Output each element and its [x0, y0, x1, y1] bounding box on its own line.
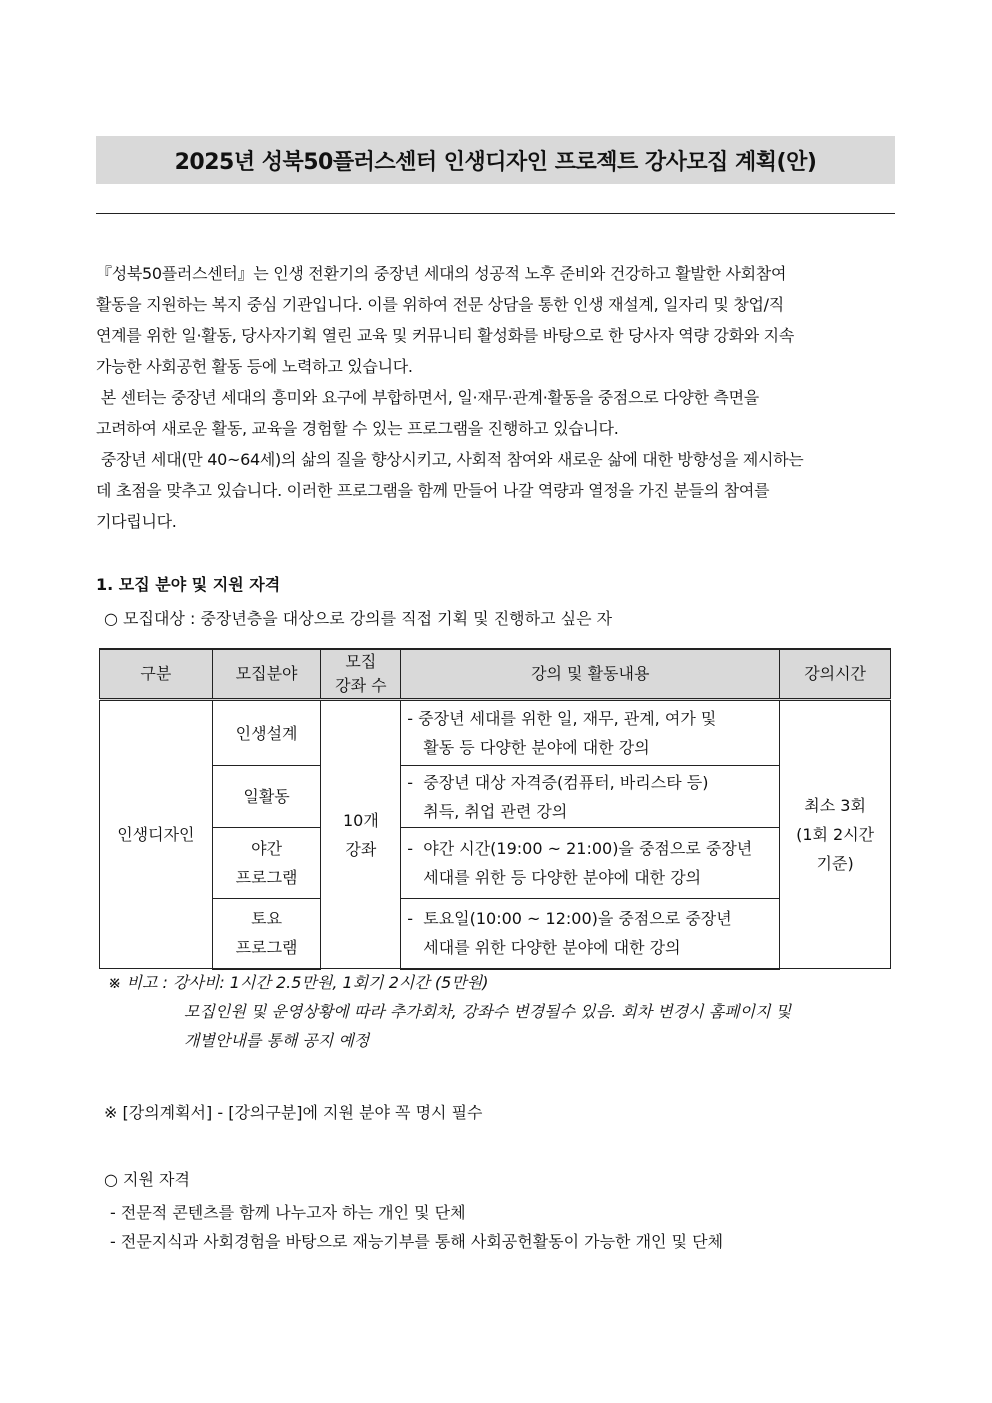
field-cell: 야간 프로그램: [212, 828, 321, 899]
category-cell: 인생디자인: [100, 700, 213, 969]
content-cell: - 토요일(10:00 ~ 12:00)을 중점으로 중장년 세대를 위한 다양한 분야에 대한 강의: [401, 899, 780, 969]
content-cell: - 중장년 대상 자격증(컴퓨터, 바리스타 등) 취득, 취업 관련 강의: [401, 766, 780, 828]
divider: [96, 213, 895, 214]
intro-paragraph: [96, 258, 896, 537]
header-count: 모집 강좌 수: [321, 649, 401, 700]
target-line: ○ 모집대상 : 중장년층을 대상으로 강의를 직접 기획 및 진행하고 싶은 자: [104, 609, 613, 628]
field-cell: 인생설계: [212, 700, 321, 766]
count-cell: 10개 강좌: [321, 700, 401, 969]
table-row: [100, 899, 891, 969]
list-item: - 전문지식과 사회경험을 바탕으로 재능기부를 통해 사회공헌활동이 가능한 개인 및 단체: [110, 1232, 724, 1251]
page-title: 2025년 성북50플러스센터 인생디자인 프로젝트 강사모집 계획(안): [174, 149, 817, 175]
table-row: [100, 766, 891, 828]
content-cell: - 중장년 세대를 위한 일, 재무, 관계, 여가 및 활동 등 다양한 분야에 대한 강의: [401, 700, 780, 766]
qualification-list: [110, 1198, 723, 1256]
note-block: [108, 968, 791, 1055]
header-category: 구분: [100, 649, 213, 700]
table-row: [100, 700, 891, 766]
header-content: 강의 및 활동내용: [401, 649, 780, 700]
table-header-row: [100, 649, 891, 700]
note-line: 모집인원 및 운영상황에 따라 추가회차, 강좌수 변경될수 있음. 회차 변경시 홈페이지 및: [184, 1002, 792, 1021]
header-time: 강의시간: [780, 649, 891, 700]
required-note: ※ [강의계획서] - [강의구분]에 지원 분야 꼭 명시 필수: [104, 1103, 483, 1122]
intro-line: 『성북50플러스센터』는 인생 전환기의 중장년 세대의 성공적 노후 준비와 건강하고 활발한 사회참여: [96, 264, 787, 283]
time-cell: 최소 3회 (1회 2시간 기준): [780, 700, 891, 969]
title-box: [96, 136, 895, 184]
content-cell: - 야간 시간(19:00 ~ 21:00)을 중점으로 중장년 세대를 위한 등 다양한 분야에 대한 강의: [401, 828, 780, 899]
intro-line: 연계를 위한 일·활동, 당사자기획 열린 교육 및 커뮤니티 활성화를 바탕으로 한 당사자 역량 강화와 지속: [96, 326, 794, 345]
intro-line: 본 센터는 중장년 세대의 흥미와 요구에 부합하면서, 일·재무·관계·활동을 중점으로 다양한 측면을: [96, 388, 759, 407]
intro-line: 기다립니다.: [96, 512, 177, 531]
field-cell: 토요 프로그램: [212, 899, 321, 969]
intro-line: 중장년 세대(만 40~64세)의 삶의 질을 향상시키고, 사회적 참여와 새로운 삶에 대한 방향성을 제시하는: [96, 450, 804, 469]
intro-line: 고려하여 새로운 활동, 교육을 경험할 수 있는 프로그램을 진행하고 있습니다.: [96, 419, 619, 438]
intro-line: 가능한 사회공헌 활동 등에 노력하고 있습니다.: [96, 357, 413, 376]
qualification-title: ○ 지원 자격: [104, 1170, 190, 1189]
header-field: 모집분야: [212, 649, 321, 700]
intro-line: 데 초점을 맞추고 있습니다. 이러한 프로그램을 함께 만들어 나갈 역량과 열정을 가진 분들의 참여를: [96, 481, 770, 500]
section-title: 1. 모집 분야 및 지원 자격: [96, 575, 281, 594]
note-line: 개별안내를 통해 공지 예정: [184, 1031, 370, 1050]
field-cell: 일활동: [212, 766, 321, 828]
recruit-table: [99, 648, 891, 970]
table-row: [100, 828, 891, 899]
list-item: - 전문적 콘텐츠를 함께 나누고자 하는 개인 및 단체: [110, 1203, 466, 1222]
note-line: ※ 비고 : 강사비: 1시간 2.5만원, 1회기 2시간 (5만원): [108, 973, 489, 992]
intro-line: 활동을 지원하는 복지 중심 기관입니다. 이를 위하여 전문 상담을 통한 인생 재설계, 일자리 및 창업/직: [96, 295, 784, 314]
